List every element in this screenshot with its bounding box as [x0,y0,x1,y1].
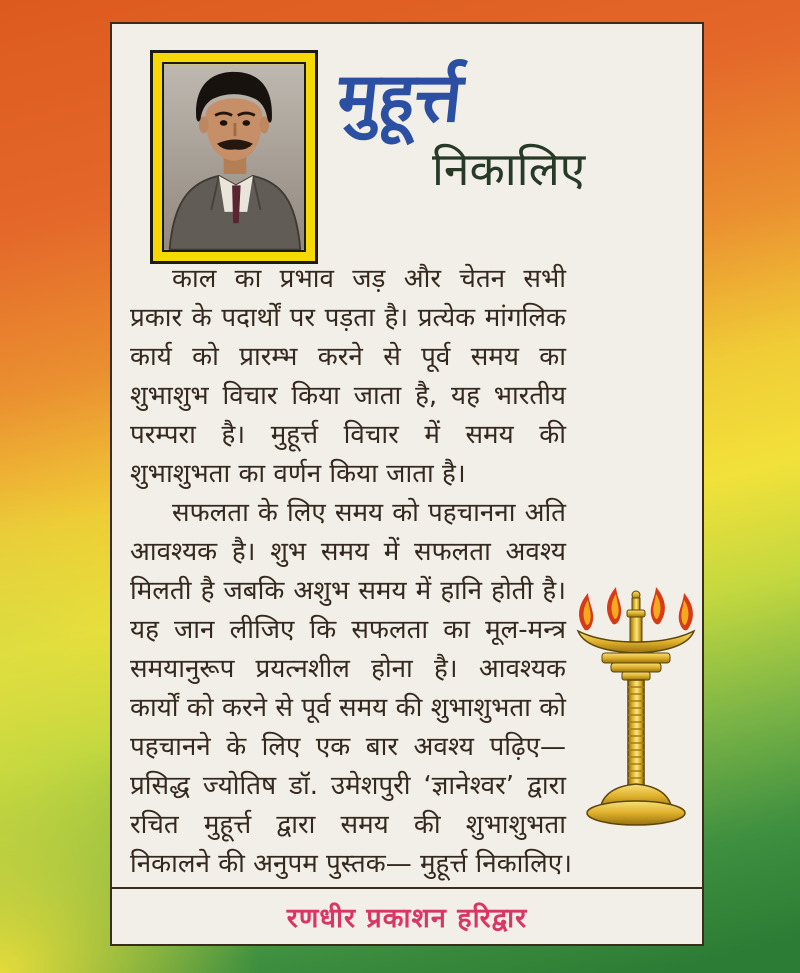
blurb-paragraph-1: काल का प्रभाव जड़ और चेतन सभी प्रकार के पदार्थों पर पड़ता है। प्रत्येक मांगलिक कार्य को प्रारम्भ करने से पूर्व समय का शुभाशुभ विचार किया जाता है, यह भारतीय परम्परा है। मुहूर्त्त विचार में समय की शुभाशुभता का वर्णन किया जाता है। [130,264,566,489]
title-block [334,60,694,195]
blurb-text [130,260,696,884]
author-photo-frame [150,50,318,264]
author-photo [162,62,306,252]
book-title-word2: निकालिए [432,142,586,197]
blurb-paragraph-2: सफलता के लिए समय को पहचानना अति आवश्यक है। शुभ समय में सफलता अवश्य मिलती है जबकि अशुभ समय में हानि होती है। यह जान लीजिए कि सफलता का मूल-मन्त्र समयानुरूप प्रयत्नशील होना है। आवश्यक कार्यों को करने से पूर्व समय की शुभाशुभता को पहचानने के लिए एक बार अवश्य पढ़िए—प्रसिद्ध ज्योतिष डॉ. उमेशपुरी ‘ज्ञानेश्वर’ द्वारा रचित मुहूर्त्त द्वारा समय की शुभाशुभता निकालने की अनुपम पुस्तक— मुहूर्त्त निकालिए। [130,498,573,879]
publisher-name: रणधीर प्रकाशन हरिद्वार [286,903,528,934]
book-title-word1: मुहूर्त्त [334,59,467,138]
author-photo-image [164,64,304,250]
content-panel [110,22,704,946]
publisher-strip [112,887,702,944]
oil-lamp-icon [576,585,696,830]
